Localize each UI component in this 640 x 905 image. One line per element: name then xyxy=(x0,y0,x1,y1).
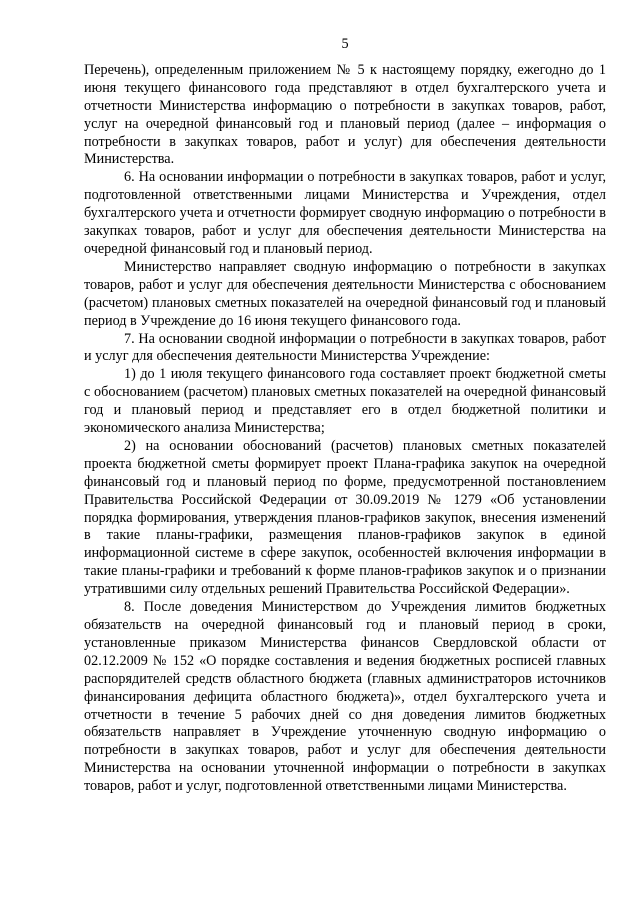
paragraph-item-7: 7. На основании сводной информации о потребности в закупках товаров, работ и услуг для обеспечения деятельности Министерства Учреждение: xyxy=(84,330,606,365)
paragraph-item-6: 6. На основании информации о потребности в закупках товаров, работ и услуг, подготовленной ответственными лицами Министерства и Учреждения, отдел бухгалтерского учета и отчетности формирует сводную информацию о потребности в закупках товаров, работ и услуг для обеспечения деятельности Министерства на очередной финансовый год и плановый период. xyxy=(84,169,606,257)
paragraph-list-continuation: Перечень), определенным приложением № 5 к настоящему порядку, ежегодно до 1 июня текущего финансового года представляют в отдел бухгалтерского учета и отчетности Министерства информацию о потребности в закупках товаров, работ, услуг на очередной финансовый год и плановый период (далее – информация о потребности в закупках товаров, работ и услуг) для обеспечения деятельности Министерства. xyxy=(84,61,606,168)
subparagraph-7-1: 1) до 1 июля текущего финансового года составляет проект бюджетной сметы с обоснованием (расчетом) плановых сметных показателей на очередной финансовый год и плановый период и представляет его в отдел бюджетной политики и экономического анализа Министерства; xyxy=(84,366,606,437)
subparagraph-7-2: 2) на основании обоснований (расчетов) плановых сметных показателей проекта бюджетной сметы формирует проект Плана-графика закупок на очередной финансовый год и плановый период по форме, предусмотренной постановлением Правительства Российской Федерации от 30.09.2019 № 1279 «Об установлении порядка формирования, утверждения планов-графиков закупок, внесения изменений в такие планы-графики, размещения планов-графиков закупок в единой информационной системе в сфере закупок, особенностей включения информации в такие планы-графики и требований к форме планов-графиков закупок и о признании утратившими силу отдельных решений Правительства Российской Федерации». xyxy=(84,437,606,598)
paragraph-ministry-sends: Министерство направляет сводную информацию о потребности в закупках товаров, работ и услуг для обеспечения деятельности Министерства с обоснованием (расчетом) плановых сметных показателей на очередной финансовый год и плановый период в Учреждение до 16 июня текущего финансового года. xyxy=(84,258,606,329)
paragraph-item-8: 8. После доведения Министерством до Учреждения лимитов бюджетных обязательств на очередной финансовый год и плановый период в сроки, установленные приказом Министерства финансов Свердловской области от 02.12.2009 № 152 «О порядке составления и ведения бюджетных росписей главных распорядителей средств областного бюджета (главных администраторов источников финансирования дефицита областного бюджета)», отдел бухгалтерского учета и отчетности в течение 5 рабочих дней со дня доведения лимитов бюджетных обязательств направляет в Учреждение уточненную сводную информацию о потребности в закупках товаров, работ и услуг для обеспечения деятельности Министерства на основании уточненной информации о потребности в закупках товаров, работ и услуг, подготовленной ответственными лицами Министерства. xyxy=(84,599,606,795)
page-number: 5 xyxy=(341,36,349,52)
